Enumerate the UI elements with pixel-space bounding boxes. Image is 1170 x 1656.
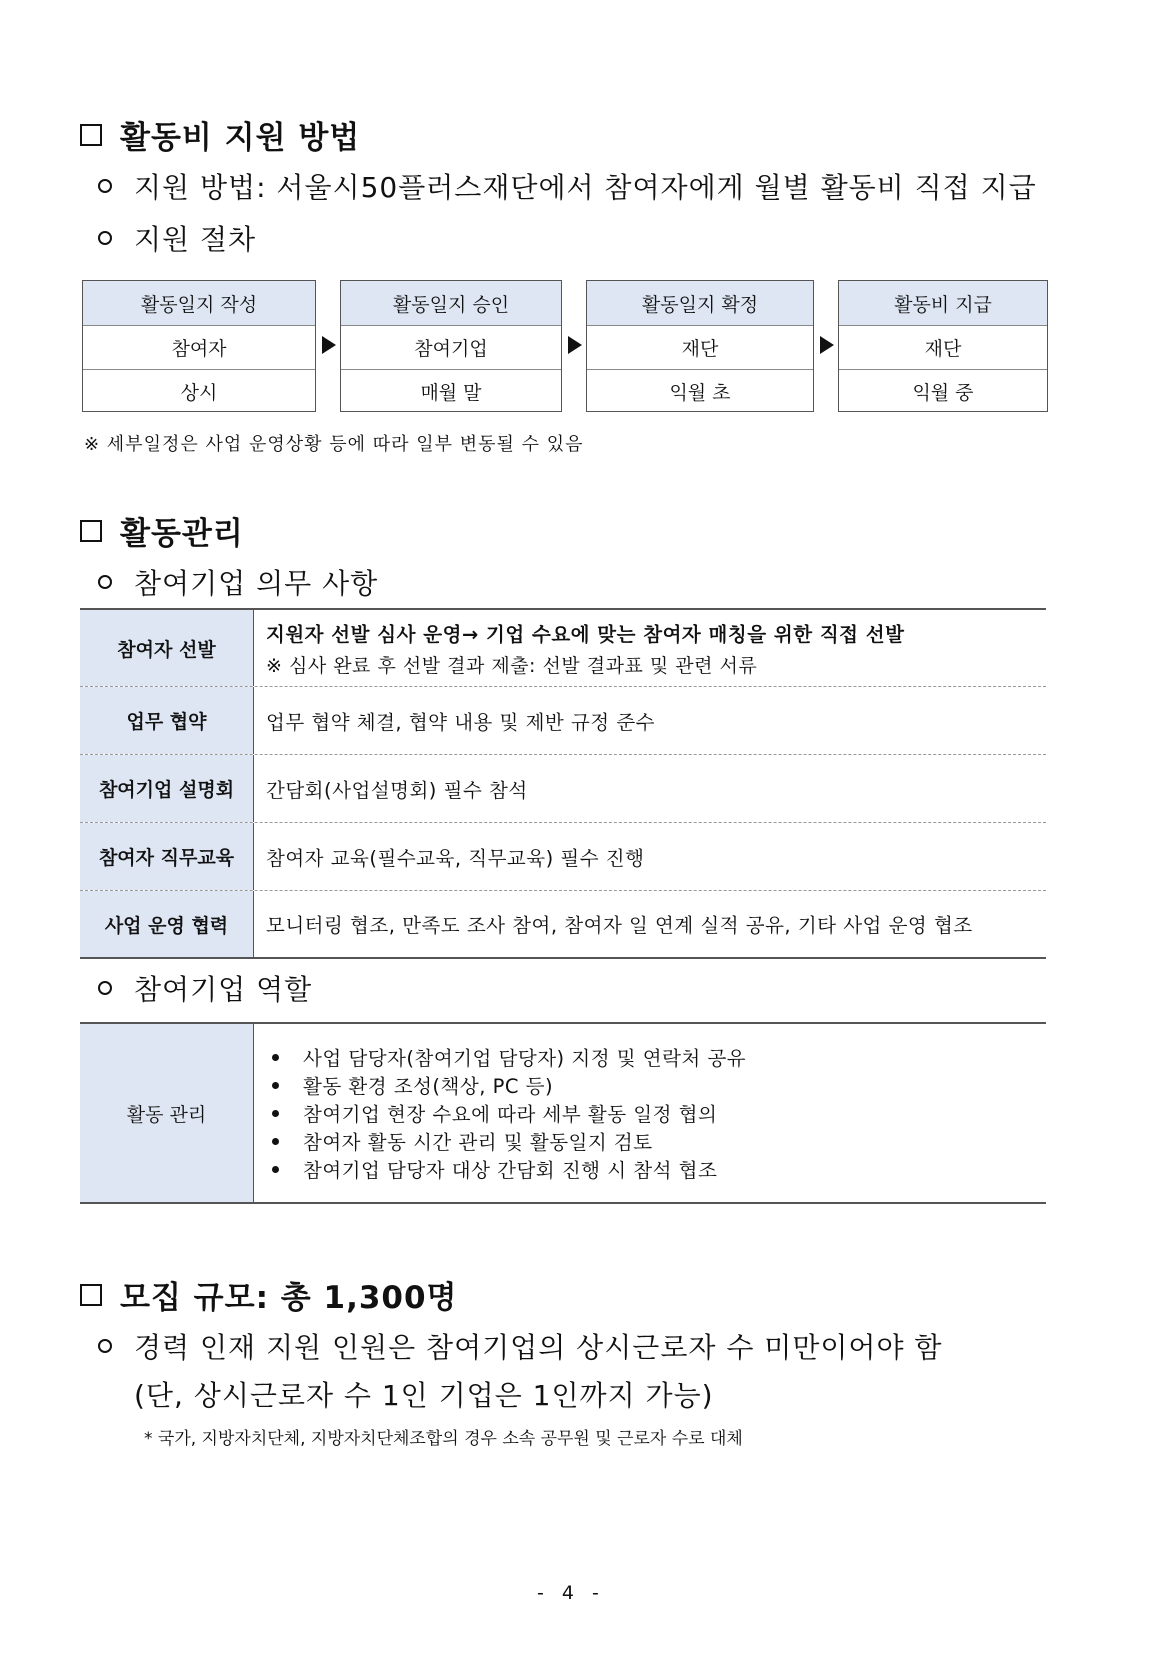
process-step-2 [340,280,562,412]
arrow-right-icon [322,336,336,354]
schedule-note: ※ 세부일정은 사업 운영상황 등에 따라 일부 변동될 수 있음 [84,434,584,455]
process-step-4 [838,280,1048,412]
row-content [254,1024,1046,1202]
process-step-header: 활동일지 작성 [83,281,315,325]
row-header: 참여자 선발 [80,610,254,686]
circle-bullet-icon [98,1339,112,1353]
list-item: 사업 담당자(참여기업 담당자) 지정 및 연락처 공유 [266,1043,1034,1071]
table-row [80,891,1046,957]
role-list [266,1043,1034,1183]
process-step-1 [82,280,316,412]
role-table [80,1022,1046,1204]
circle-bullet-icon [98,179,112,193]
process-step-header: 활동일지 확정 [587,281,813,325]
role-title: 참여기업 역할 [98,968,312,1008]
process-step-header: 활동일지 승인 [341,281,561,325]
process-step-actor: 참여자 [83,325,315,369]
row-header: 사업 운영 협력 [80,891,254,957]
process-step-timing: 익월 중 [839,369,1047,413]
row-header: 참여자 직무교육 [80,823,254,890]
procedure-line: 지원 절차 [98,218,256,258]
process-step-actor: 재단 [587,325,813,369]
circle-bullet-icon [98,231,112,245]
table-row [80,755,1046,823]
arrow-right-icon [820,336,834,354]
process-step-timing: 익월 초 [587,369,813,413]
list-item: 참여기업 담당자 대상 간담회 진행 시 참석 협조 [266,1155,1034,1183]
bullet-dot-icon [272,1110,279,1117]
table-row [80,687,1046,755]
process-step-3 [586,280,814,412]
bullet-dot-icon [272,1082,279,1089]
recruit-footnote: * 국가, 지방자치단체, 지방자치단체조합의 경우 소속 공무원 및 근로자 수로 대체 [144,1429,743,1449]
bullet-dot-icon [272,1138,279,1145]
process-step-timing: 매월 말 [341,369,561,413]
row-content: 간담회(사업설명회) 필수 참석 [266,778,528,802]
section-title-activity: 활동관리 [80,508,244,553]
recruit-line-2: (단, 상시근로자 수 1인 기업은 1인까지 가능) [134,1379,714,1412]
page-number: - 4 - [537,1582,605,1604]
bullet-dot-icon [272,1166,279,1173]
circle-bullet-icon [98,981,112,995]
bullet-dot-icon [272,1054,279,1061]
row-header: 활동 관리 [80,1024,254,1202]
table-row [80,1024,1046,1202]
arrow-right-icon [568,336,582,354]
list-item: 참여자 활동 시간 관리 및 활동일지 검토 [266,1127,1034,1155]
row-content: 지원자 선발 심사 운영→ 기업 수요에 맞는 참여자 매칭을 위한 직접 선발 ※ 심사 완료 후 선발 결과 제출: 선발 결과표 및 관련 서류 [266,622,905,677]
duties-table [80,608,1046,959]
duties-title: 참여기업 의무 사항 [98,562,378,602]
process-step-header: 활동비 지급 [839,281,1047,325]
process-step-actor: 참여기업 [341,325,561,369]
funding-method-line: 지원 방법: 서울시50플러스재단에서 참여자에게 월별 활동비 직접 지급 [98,166,1037,206]
process-step-actor: 재단 [839,325,1047,369]
checkbox-icon [80,124,102,146]
process-step-timing: 상시 [83,369,315,413]
checkbox-icon [80,520,102,542]
section-title-recruit: 모집 규모: 총 1,300명 [80,1272,458,1317]
recruit-line-1: 경력 인재 지원 인원은 참여기업의 상시근로자 수 미만이어야 함 [98,1326,942,1366]
checkbox-icon [80,1284,102,1306]
circle-bullet-icon [98,575,112,589]
row-content: 업무 협약 체결, 협약 내용 및 제반 규정 준수 [266,710,656,734]
row-header: 참여기업 설명회 [80,755,254,822]
row-content: 모니터링 협조, 만족도 조사 참여, 참여자 일 연계 실적 공유, 기타 사업 운영 협조 [266,914,973,937]
row-header: 업무 협약 [80,687,254,754]
table-row [80,823,1046,891]
section-title-funding: 활동비 지원 방법 [80,112,360,157]
list-item: 참여기업 현장 수요에 따라 세부 활동 일정 협의 [266,1099,1034,1127]
table-row [80,610,1046,687]
row-content: 참여자 교육(필수교육, 직무교육) 필수 진행 [266,846,645,870]
list-item: 활동 환경 조성(책상, PC 등) [266,1071,1034,1099]
